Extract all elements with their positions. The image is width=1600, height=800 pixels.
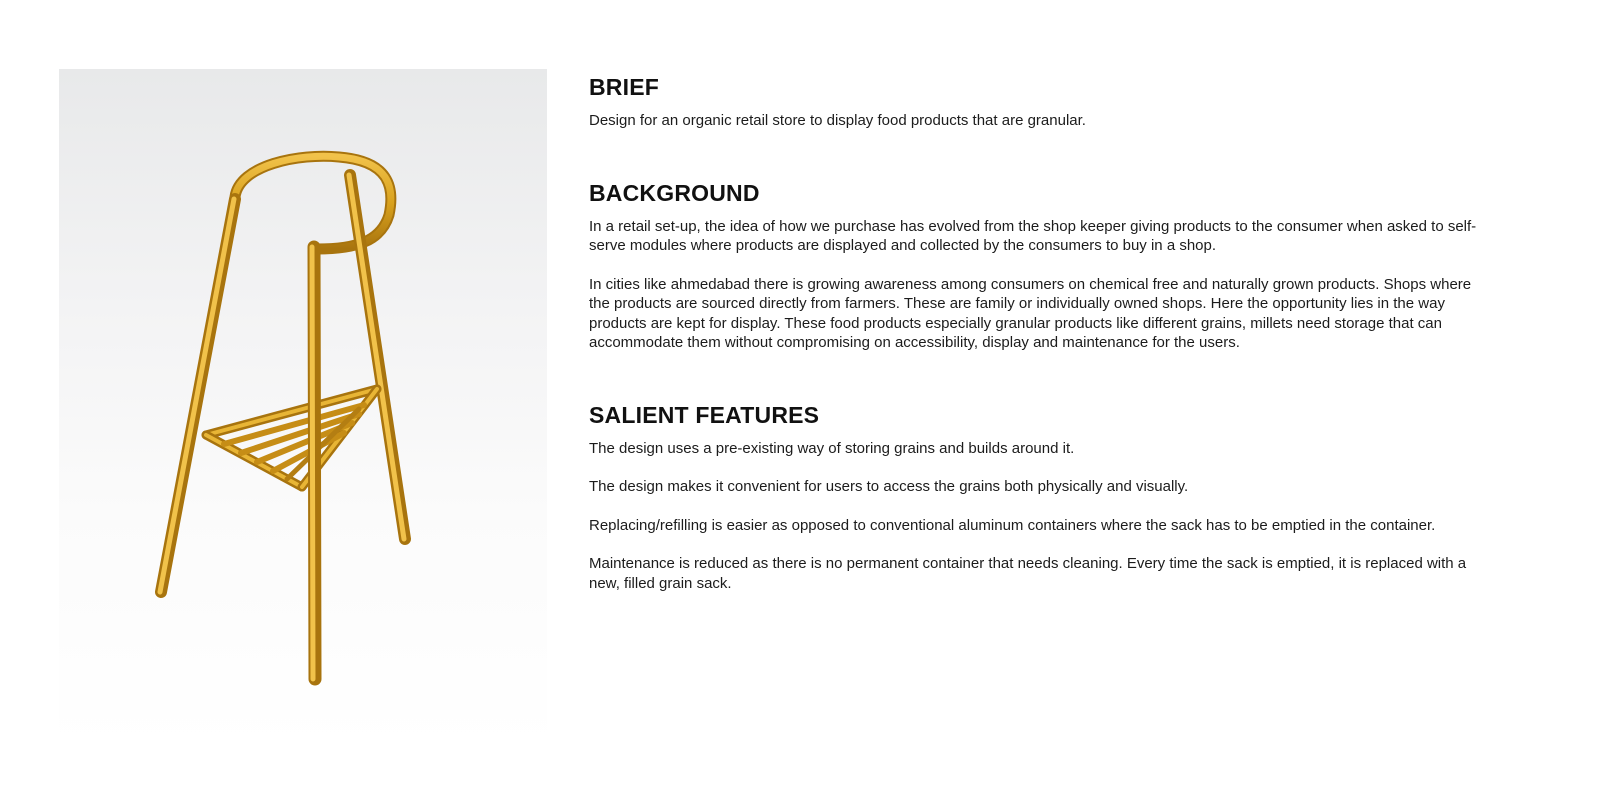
back-left-leg [160,199,235,592]
salient-features-section [589,400,1479,594]
brief-paragraph: Design for an organic retail store to display food products that are granular. [589,112,1086,129]
feature-paragraph: The design uses a pre-existing way of storing grains and builds around it. [589,439,1075,457]
bamboo-stand-illustration [59,69,547,749]
background-heading: BACKGROUND [589,179,760,206]
background-paragraph: In cities like ahmedabad there is growing awareness among consumers on chemical free and naturally grown products. Shops where the products are sourced directly from farmers. These are family or individually owned shops. Here the opportunity lies in the way products are kept for display. These food products especially granular products like different grains, millets need storage that can accommodate them without compromising on accessibility, display and maintenance for the users. [589,275,1472,351]
brief-section [589,72,1479,131]
background-section [589,178,1479,353]
top-ring [235,156,391,249]
salient-features-heading: SALIENT FEATURES [589,401,820,428]
feature-paragraph: The design makes it convenient for users to access the grains both physically and visually. [589,478,1189,495]
description-column [589,72,1479,593]
brief-heading: BRIEF [589,74,659,100]
front-leg [312,247,315,679]
base-frame [206,389,377,487]
feature-paragraph: Replacing/refilling is easier as opposed to conventional aluminum containers where the sack has to be emptied in the container. [589,516,1436,534]
product-image [59,69,547,749]
feature-paragraph: Maintenance is reduced as there is no permanent container that needs cleaning. Every time the sack is emptied, it is replaced with a new, filled grain sack. [589,555,1467,592]
background-paragraph: In a retail set-up, the idea of how we purchase has evolved from the shop keeper giving products to the consumer when asked to self-serve modules where products are displayed and collected by the consumers to buy in a shop. [589,217,1477,254]
